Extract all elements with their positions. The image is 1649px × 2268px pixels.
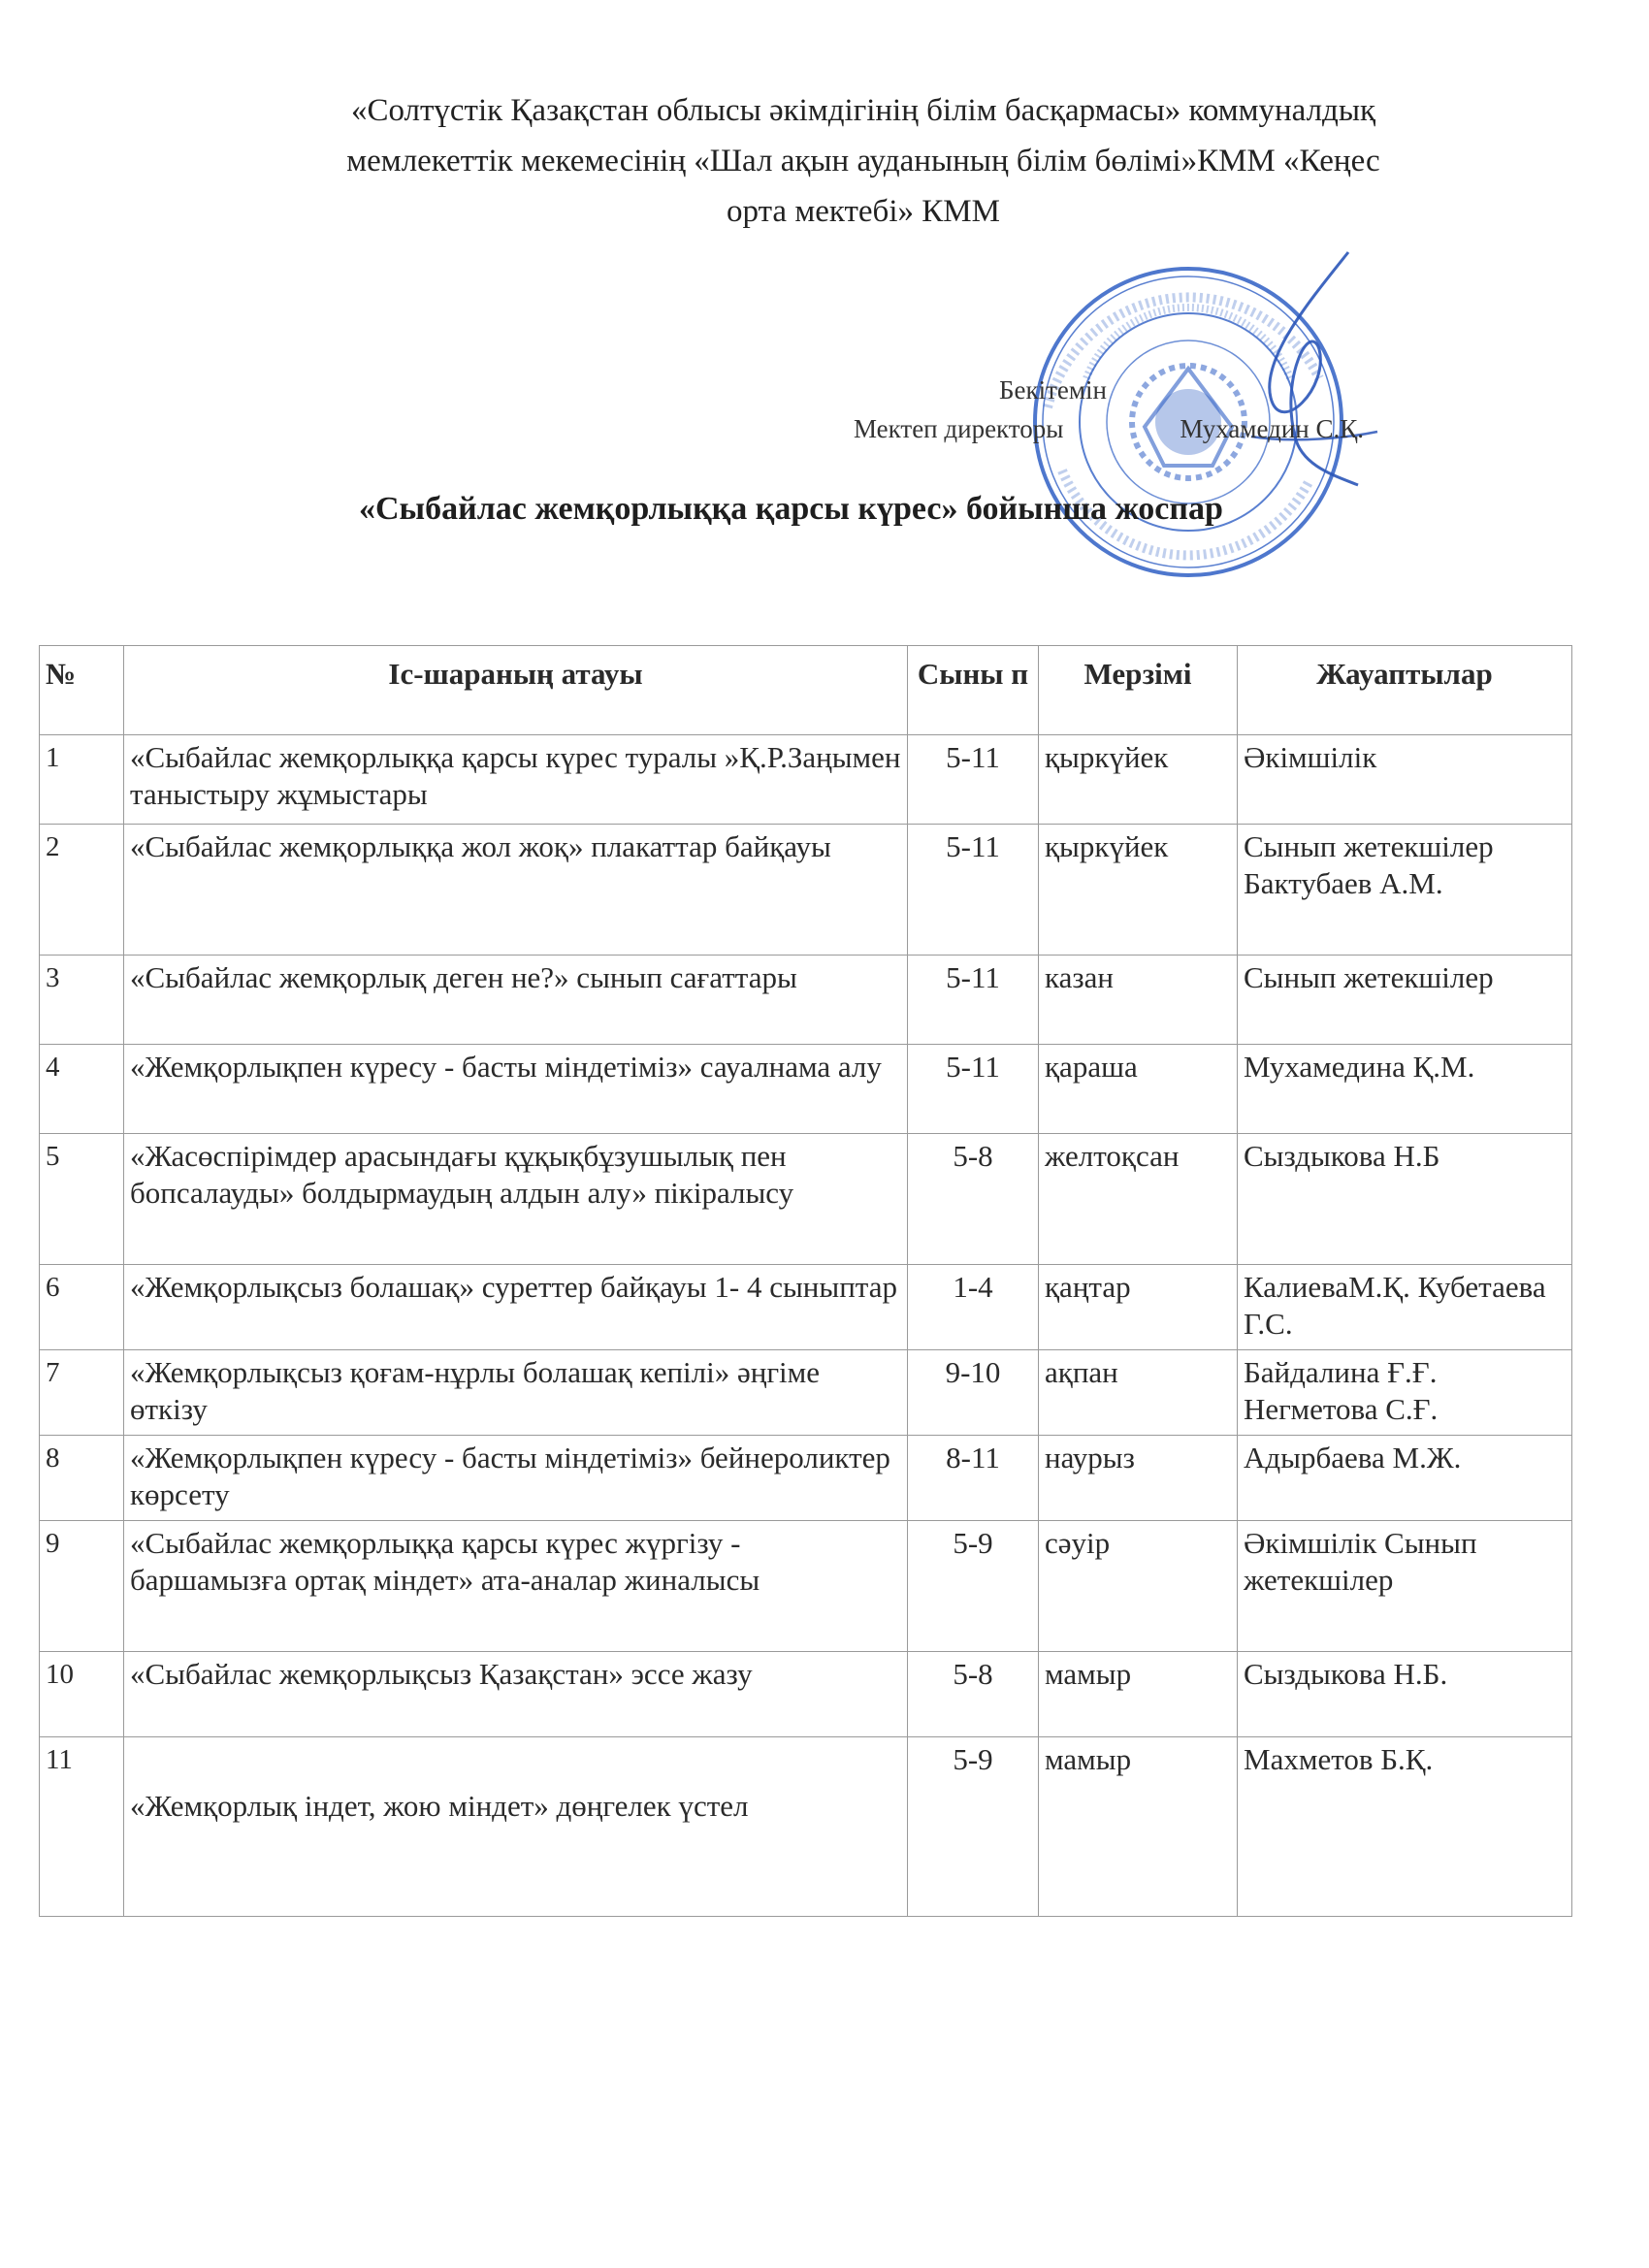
event-name: «Жемқорлықсыз болашақ» суреттер байқауы 1- 4 сыныптар — [124, 1265, 908, 1350]
class-range: 5-11 — [908, 956, 1039, 1045]
column-header-class: Сыны п — [908, 646, 1039, 735]
term: мамыр — [1039, 1737, 1238, 1917]
class-range: 1-4 — [908, 1265, 1039, 1350]
column-header-number: № — [40, 646, 124, 735]
term: наурыз — [1039, 1436, 1238, 1521]
column-header-event-name: Іс-шараның атауы — [124, 646, 908, 735]
responsible: Мухамедина Қ.М. — [1238, 1045, 1572, 1134]
row-number: 1 — [40, 735, 124, 825]
table-row — [40, 1436, 1572, 1521]
approval-block — [854, 371, 1504, 448]
term: қыркүйек — [1039, 735, 1238, 825]
event-name: «Жасөспірімдер арасындағы құқықбұзушылық пен бопсалауды» болдырмаудың алдын алу» пікіралысу — [124, 1134, 908, 1265]
table-row — [40, 1652, 1572, 1737]
class-range: 5-8 — [908, 1134, 1039, 1265]
term: мамыр — [1039, 1652, 1238, 1737]
class-range: 5-9 — [908, 1737, 1039, 1917]
event-name: «Сыбайлас жемқорлыққа жол жоқ» плакаттар байқауы — [124, 825, 908, 956]
event-name: «Жемқорлықсыз қоғам-нұрлы болашақ кепілі» әңгіме өткізу — [124, 1350, 908, 1436]
term: қыркүйек — [1039, 825, 1238, 956]
event-name: «Сыбайлас жемқорлыққа қарсы күрес туралы »Қ.Р.Заңымен таныстыру жұмыстары — [124, 735, 908, 825]
responsible: Сыздыкова Н.Б — [1238, 1134, 1572, 1265]
responsible: Әкімшілік — [1238, 735, 1572, 825]
document-title: «Сыбайлас жемқорлыққа қарсы күрес» бойынша жоспар — [359, 491, 1223, 527]
director-signature — [1242, 243, 1387, 495]
event-name: «Сыбайлас жемқорлықсыз Қазақстан» эссе жазу — [124, 1652, 908, 1737]
director-position: Мектеп директоры — [854, 414, 1064, 443]
column-header-responsible: Жауаптылар — [1238, 646, 1572, 735]
approved-label: Бекітемін — [999, 375, 1107, 405]
responsible: Байдалина Ғ.Ғ. Негметова С.Ғ. — [1238, 1350, 1572, 1436]
row-number: 9 — [40, 1521, 124, 1652]
table-row — [40, 1265, 1572, 1350]
header-line-1: «Солтүстік Қазақстан облысы әкімдігінің білім басқармасы» коммуналдық — [350, 93, 1376, 128]
row-number: 2 — [40, 825, 124, 956]
row-number: 7 — [40, 1350, 124, 1436]
term: казан — [1039, 956, 1238, 1045]
term: қараша — [1039, 1045, 1238, 1134]
row-number: 8 — [40, 1436, 124, 1521]
event-name: «Жемқорлықпен күресу - басты міндетіміз» бейнероликтер көрсету — [124, 1436, 908, 1521]
term: желтоқсан — [1039, 1134, 1238, 1265]
class-range: 5-11 — [908, 735, 1039, 825]
class-range: 5-11 — [908, 825, 1039, 956]
event-name: «Сыбайлас жемқорлыққа қарсы күрес жүргізу - баршамызға ортақ міндет» ата-аналар жиналысы — [124, 1521, 908, 1652]
responsible: Сынып жетекшілер — [1238, 956, 1572, 1045]
event-name — [124, 1737, 908, 1917]
row-number: 11 — [40, 1737, 124, 1917]
event-name: «Жемқорлықпен күресу - басты міндетіміз» сауалнама алу — [124, 1045, 908, 1134]
term: ақпан — [1039, 1350, 1238, 1436]
responsible: Әкімшілік Сынып жетекшілер — [1238, 1521, 1572, 1652]
header-line-2: мемлекеттік мекемесінің «Шал ақын ауданының білім бөлімі»КММ «Кеңес — [346, 144, 1380, 178]
table-row — [40, 1134, 1572, 1265]
term: сәуір — [1039, 1521, 1238, 1652]
document-header — [223, 85, 1504, 237]
event-name: «Сыбайлас жемқорлық деген не?» сынып сағаттары — [124, 956, 908, 1045]
class-range: 8-11 — [908, 1436, 1039, 1521]
table-row — [40, 1521, 1572, 1652]
table-header-row — [40, 646, 1572, 735]
responsible: Сыздыкова Н.Б. — [1238, 1652, 1572, 1737]
table-row — [40, 825, 1572, 956]
row-number: 4 — [40, 1045, 124, 1134]
responsible: Сынып жетекшілер Бактубаев А.М. — [1238, 825, 1572, 956]
table-row — [40, 1737, 1572, 1917]
table-row — [40, 735, 1572, 825]
plan-table — [39, 645, 1572, 1917]
director-name: Мухамедин С.Қ. — [1180, 414, 1364, 443]
row-number: 3 — [40, 956, 124, 1045]
class-range: 9-10 — [908, 1350, 1039, 1436]
responsible: Махметов Б.Қ. — [1238, 1737, 1572, 1917]
class-range: 5-8 — [908, 1652, 1039, 1737]
table-row — [40, 956, 1572, 1045]
row-number: 5 — [40, 1134, 124, 1265]
column-header-term: Мерзімі — [1039, 646, 1238, 735]
header-line-3: орта мектебі» КММ — [727, 194, 1000, 229]
class-range: 5-11 — [908, 1045, 1039, 1134]
term: қаңтар — [1039, 1265, 1238, 1350]
row-number: 10 — [40, 1652, 124, 1737]
class-range: 5-9 — [908, 1521, 1039, 1652]
responsible: КалиеваМ.Қ. Кубетаева Г.С. — [1238, 1265, 1572, 1350]
row-number: 6 — [40, 1265, 124, 1350]
table-row — [40, 1045, 1572, 1134]
event-name-text: «Жемқорлық індет, жою міндет» дөңгелек үстел — [130, 1789, 749, 1823]
responsible: Адырбаева М.Ж. — [1238, 1436, 1572, 1521]
table-row — [40, 1350, 1572, 1436]
